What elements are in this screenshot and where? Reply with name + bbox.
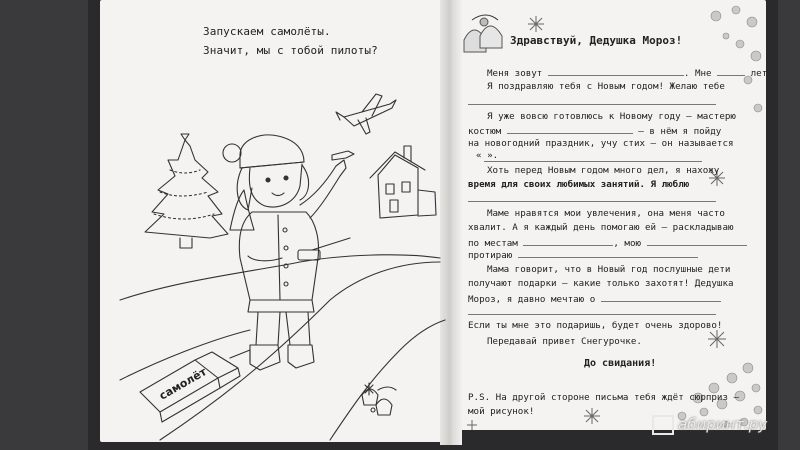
letter-line: по местам , мою xyxy=(468,236,747,250)
watermark: абиринт.ру xyxy=(652,415,767,435)
watermark-logo-icon xyxy=(652,415,674,435)
title-line-2: Значит, мы с тобой пилоты? xyxy=(203,44,378,57)
letter-line: Я уже вовсю готовлюсь к Новому году – мастерю xyxy=(487,111,736,122)
letter-line: Меня зовут . Мне лет. xyxy=(487,68,773,79)
write-line[interactable] xyxy=(468,201,716,202)
toy-plane-flying xyxy=(336,94,396,134)
letter-line: Передавай привет Снегурочке. xyxy=(487,336,642,347)
letter-postscript: мой рисунок! xyxy=(468,406,535,417)
letter-line: Хоть перед Новым годом много дел, я нахожу xyxy=(487,165,720,176)
letter-line: хвалит. А я каждый день помогаю ей – раскладываю xyxy=(468,222,734,233)
letter-line: Маме нравятся мои увлечения, она меня часто xyxy=(487,208,725,219)
house xyxy=(370,146,436,218)
letter-line: Я поздравляю тебя с Новым годом! Желаю тебе xyxy=(487,81,725,92)
wipe-blank[interactable] xyxy=(518,248,698,258)
age-blank[interactable] xyxy=(717,66,745,76)
coloring-illustration xyxy=(100,0,450,442)
letter-line: получают подарки – какие только захотят! Дедушка xyxy=(468,278,734,289)
letter-line: Мама говорит, что в Новый год послушные дети xyxy=(487,264,731,275)
wish-blank[interactable] xyxy=(601,292,721,302)
letter-line: Если ты мне это подаришь, будет очень здорово! xyxy=(468,320,723,331)
toy-box xyxy=(140,350,250,422)
letter-line: время для своих любимых занятий. Я люблю xyxy=(468,179,690,190)
letter-line: Мороз, я давно мечтаю о xyxy=(468,292,721,306)
name-blank[interactable] xyxy=(548,66,684,76)
letter-line: протираю xyxy=(468,248,698,262)
title-line-1: Запускаем самолёты. xyxy=(203,25,331,38)
write-line[interactable] xyxy=(484,161,702,162)
christmas-tree xyxy=(145,134,228,248)
write-line[interactable] xyxy=(468,104,716,105)
letter-postscript: P.S. На другой стороне письма тебя ждёт сюрприз – xyxy=(468,392,740,403)
wash-blank[interactable] xyxy=(647,236,747,246)
letter-heading: Здравствуй, Дедушка Мороз! xyxy=(510,34,683,47)
costume-blank[interactable] xyxy=(507,124,633,134)
letter-line: костюм – в нём я пойду xyxy=(468,126,722,137)
poem-title-blank[interactable]: « ». xyxy=(476,150,499,161)
letter-goodbye: До свидания! xyxy=(584,358,657,369)
child-figure xyxy=(223,135,350,370)
write-line[interactable] xyxy=(468,314,716,315)
letter-line: на новогодний праздник, учу стих – он называется xyxy=(468,138,734,149)
bells-icon xyxy=(464,15,502,52)
tidy-blank[interactable] xyxy=(523,236,613,246)
box-label: самолёт xyxy=(157,365,209,403)
